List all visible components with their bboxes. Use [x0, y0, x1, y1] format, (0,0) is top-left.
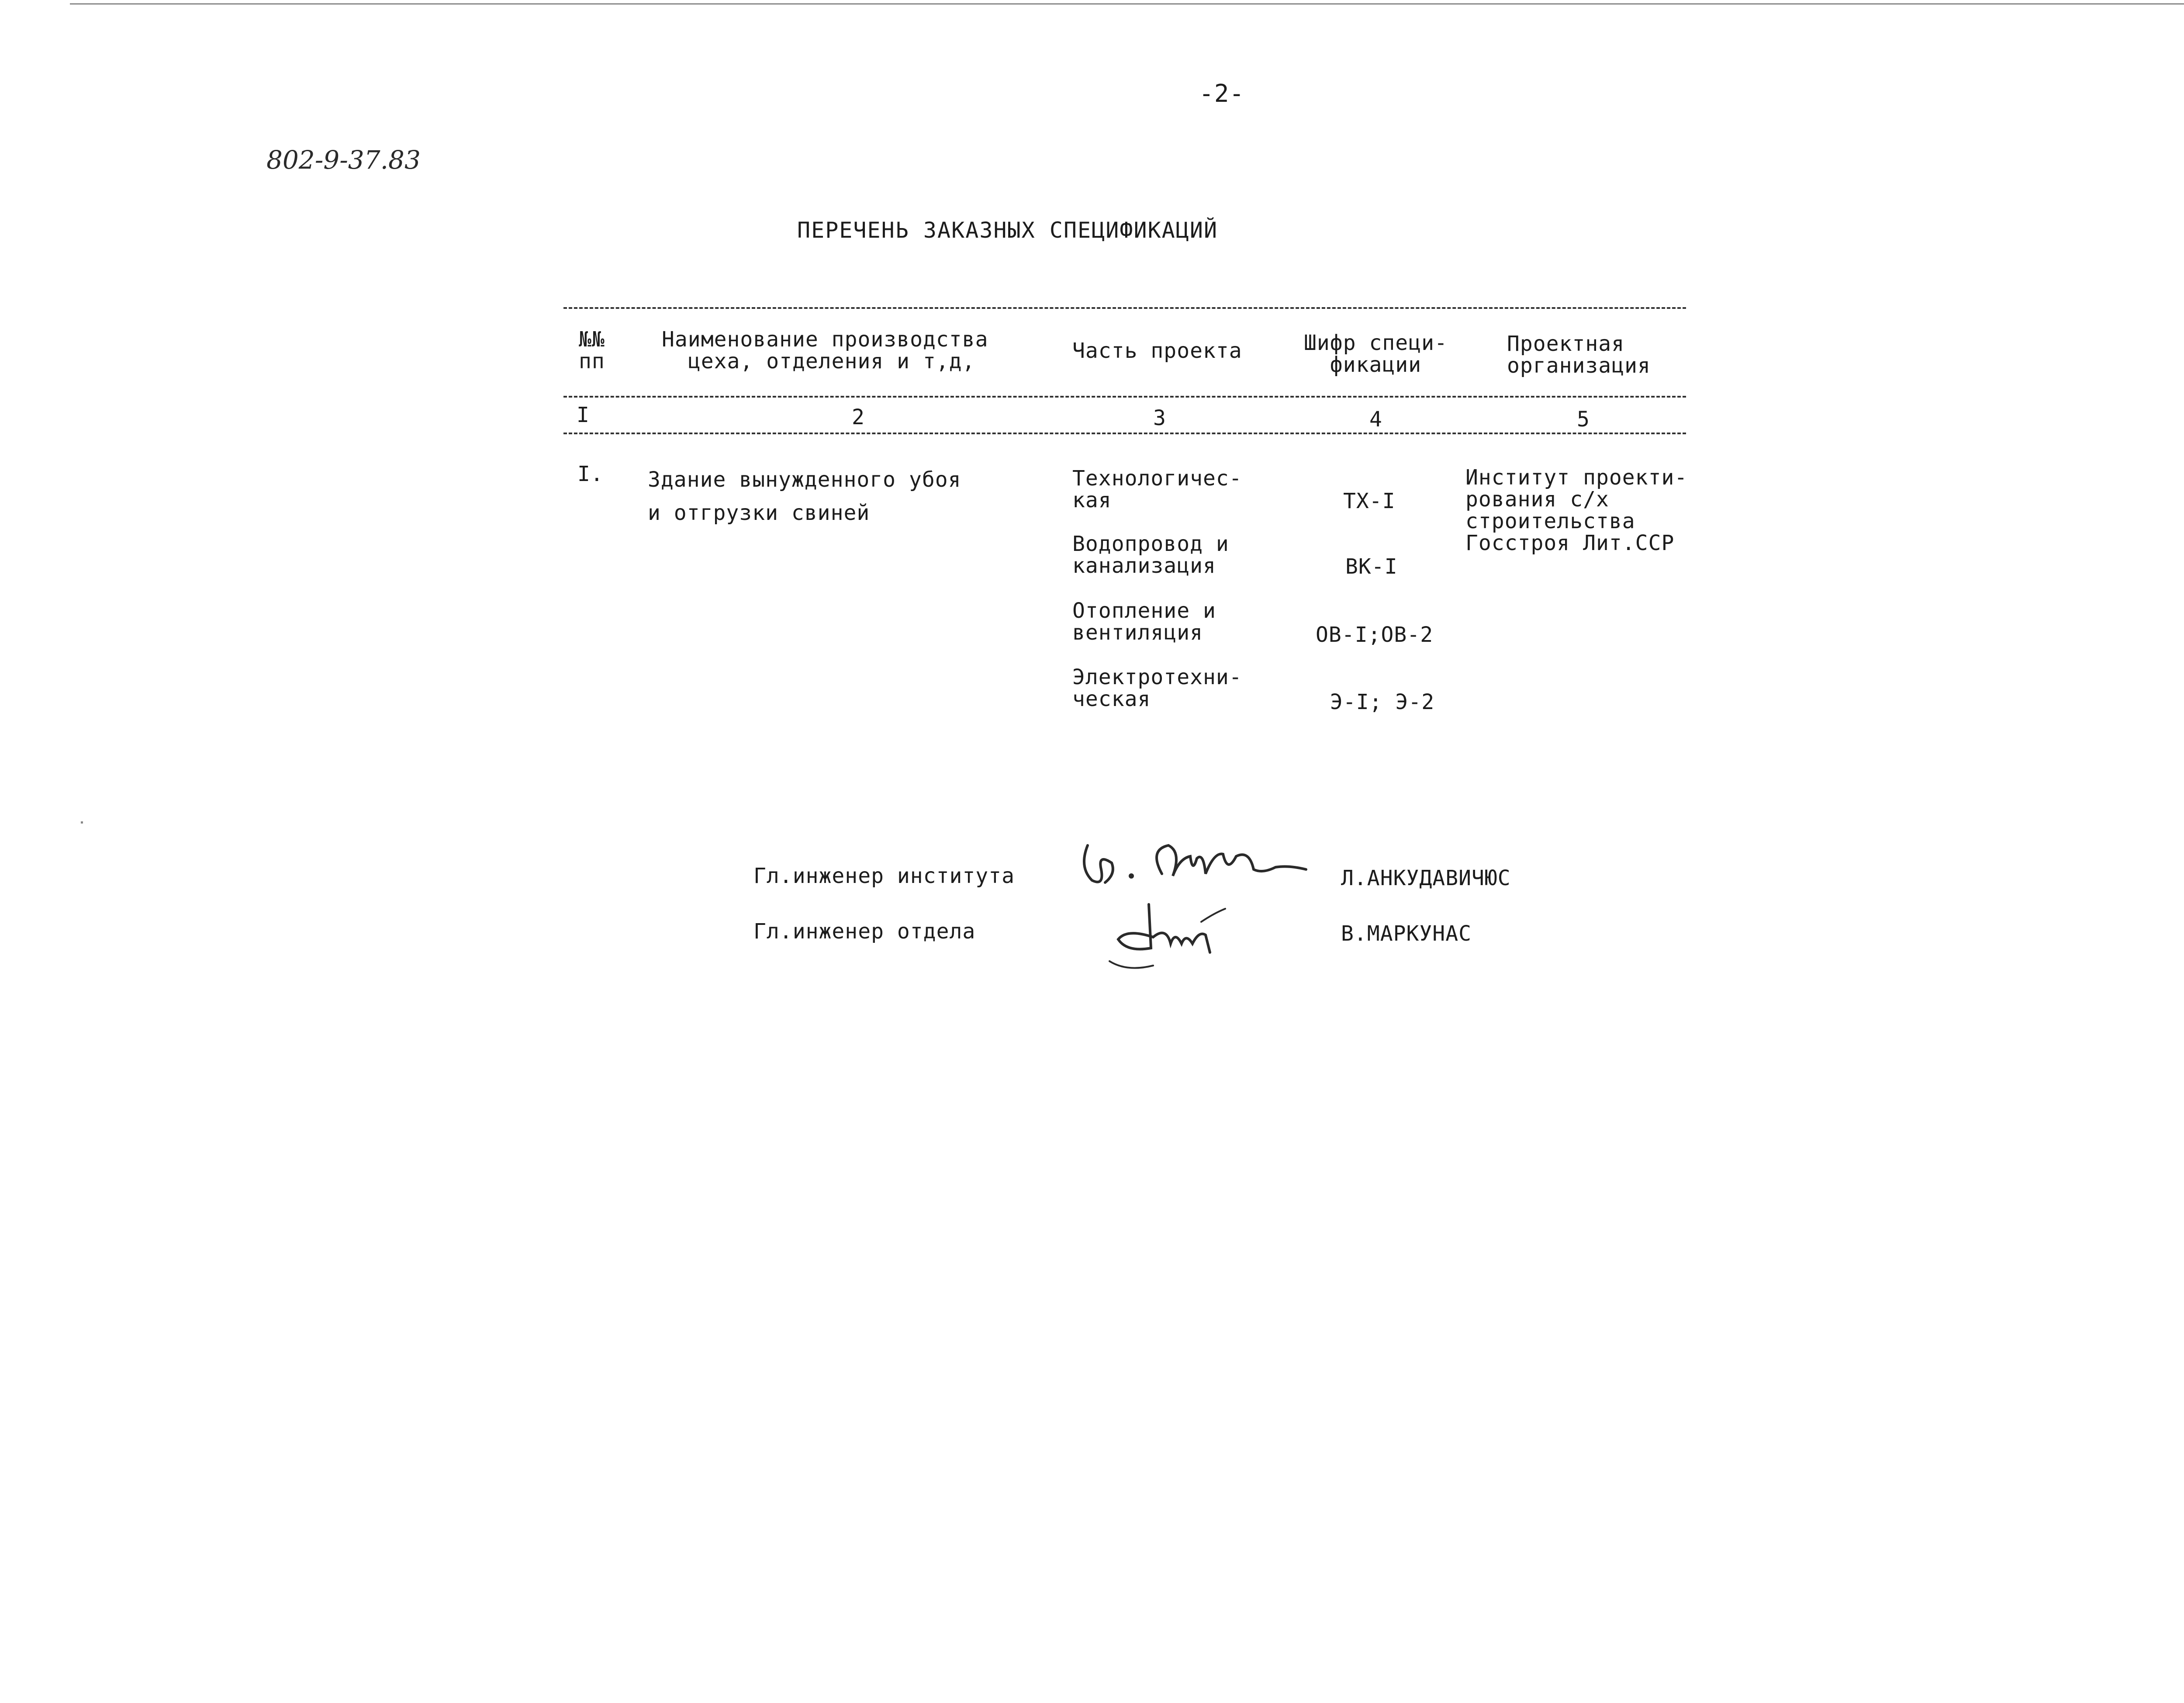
handwritten-signature-1: [1075, 832, 1319, 898]
spec-code-1: ТХ-I: [1343, 489, 1396, 513]
scan-mark: [81, 821, 83, 824]
row-organization: Институт проекти- рования с/х строительства Госстроя Лит.ССР: [1465, 465, 1688, 555]
table-top-rule: [563, 307, 1686, 309]
row-number: I.: [577, 462, 604, 486]
header-production-name: Наименование производства цеха, отделения и т,д,: [662, 327, 988, 374]
spec-code-2: ВК-I: [1345, 554, 1398, 579]
top-edge-line: [70, 3, 2184, 4]
project-part-4: Электротехни- ческая: [1072, 665, 1242, 711]
header-number: №№ пп: [579, 327, 605, 374]
project-part-2: Водопровод и канализация: [1072, 532, 1229, 578]
signatory-name-1: Л.АНКУДАВИЧЮС: [1341, 866, 1511, 890]
table-numbers-rule: [563, 433, 1686, 434]
signatory-name-2: В.МАРКУНАС: [1341, 921, 1472, 946]
header-organization: Проектная организация: [1507, 332, 1651, 378]
header-spec-code: Шифр специ- фикации: [1304, 331, 1448, 377]
signature-role-1: Гл.инженер института: [753, 864, 1015, 888]
handwritten-signature-2: [1101, 896, 1241, 974]
spec-code-3: ОВ-I;ОВ-2: [1316, 623, 1434, 647]
table-header-rule: [563, 396, 1686, 398]
document-code: 802-9-37.83: [266, 145, 421, 175]
project-part-3: Отопление и вентиляция: [1072, 599, 1216, 645]
column-number-3: 3: [1153, 406, 1166, 430]
row-building-name: Здание вынужденного убоя и отгрузки свиней: [648, 467, 961, 525]
page-number: -2-: [1199, 80, 1245, 108]
page-title: ПЕРЕЧЕНЬ ЗАКАЗНЫХ СПЕЦИФИКАЦИЙ: [797, 218, 1218, 243]
project-part-1: Технологичес- кая: [1072, 466, 1242, 512]
column-number-4: 4: [1369, 407, 1382, 432]
spec-code-4: Э-I; Э-2: [1330, 690, 1435, 714]
column-number-5: 5: [1577, 407, 1590, 432]
header-project-part: Часть проекта: [1072, 339, 1242, 363]
column-number-1: I: [577, 403, 590, 427]
column-number-2: 2: [852, 405, 865, 429]
signature-role-2: Гл.инженер отдела: [753, 919, 976, 944]
